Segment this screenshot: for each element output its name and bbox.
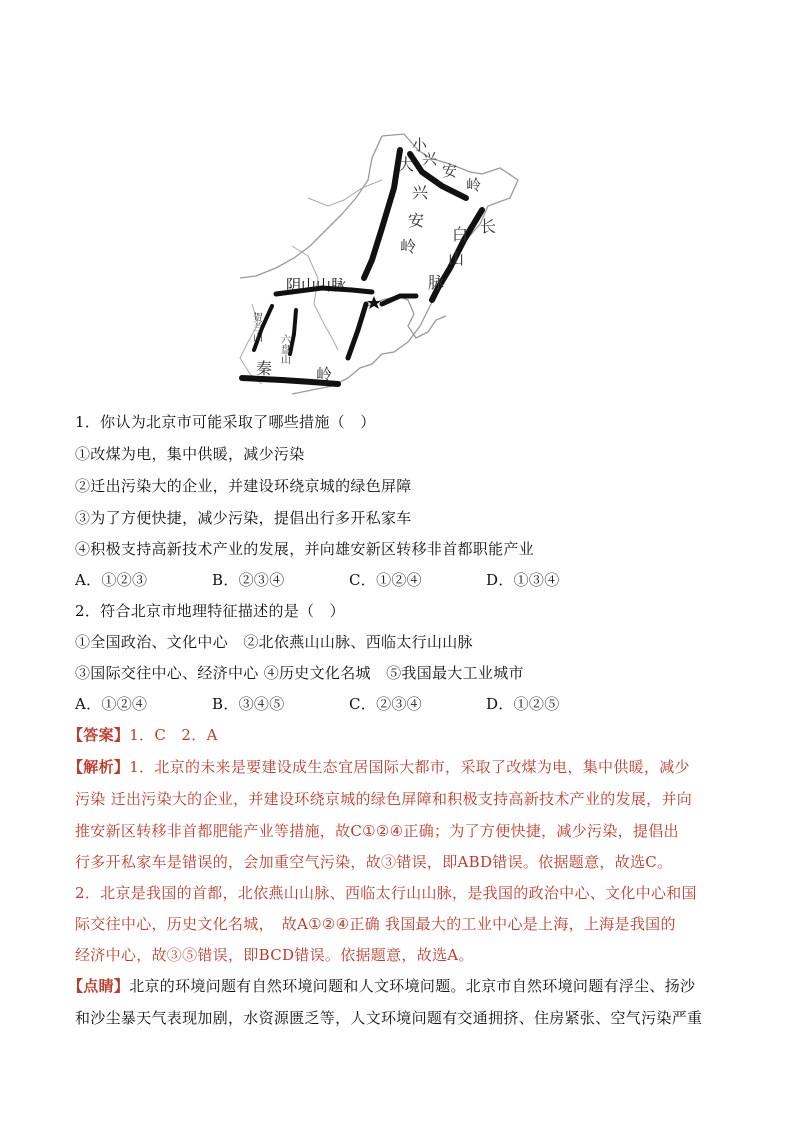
label-chang: 长 (480, 217, 497, 236)
analysis-line-5: 2．北京是我国的首都，北依燕山山脉、西临太行山山脉，是我国的政治中心、文化中心和国 (75, 884, 697, 902)
q1-option-d[interactable]: D．①③④ (486, 571, 560, 589)
analysis-line-6: 际交往中心，历史文化名城， 故A①②④正确 我国最大的工业中心是上海，上海是我国的 (75, 915, 676, 933)
q2-item-4: ④历史文化名城 (263, 664, 371, 682)
yanshan-line (382, 296, 416, 304)
q2-option-b[interactable]: B．③④⑤ (212, 695, 285, 713)
analysis-tag: 【解析】 (68, 758, 130, 776)
q1-option-b[interactable]: B．②③④ (212, 571, 285, 589)
q2-option-d[interactable]: D．①②⑤ (486, 695, 560, 713)
q1-item-3: ③为了方便快捷，减少污染，提倡出行多开私家车 (75, 509, 412, 527)
liupanshan-line (290, 310, 296, 354)
label-da: 大 (398, 155, 415, 174)
river-1 (308, 180, 382, 206)
dianjing-text-1: 北京的环境问题有自然环境问题和人文环境问题。北京市自然环境问题有浮尘、扬沙 (129, 977, 696, 995)
analysis-line-2: 污染 迁出污染大的企业，并建设环绕京城的绿色屏障和积极支持高新技术产业的发展，并向 (75, 790, 693, 808)
q2-item-2: ②北依燕山山脉、西临太行山山脉 (243, 633, 473, 651)
analysis-line-1 (68, 757, 690, 777)
label-liupan: 六盘山 (278, 334, 290, 364)
inner-border (240, 136, 382, 278)
label-xiao: 小 (412, 136, 428, 154)
q1-item-4: ④积极支持高新技术产业的发展，并向雄安新区转移非首都职能产业 (75, 540, 535, 558)
q1-stem: 1．你认为北京市可能采取了哪些措施（ ） (75, 413, 376, 431)
label-yinshan: 阴山山脉 (286, 276, 347, 294)
dianjing-tag: 【点睛】 (68, 977, 130, 995)
label-ling-qin: 岭 (316, 365, 333, 384)
q2-items-row1 (75, 632, 473, 652)
answer-tag: 【答案】 (68, 726, 130, 744)
label-an: 安 (408, 211, 425, 230)
q2-item-3: ③国际交往中心、经济中心 (75, 664, 259, 682)
label-qin: 秦 (256, 359, 273, 378)
label-ling-small: 岭 (466, 176, 482, 194)
analysis-text-1: 1．北京的未来是要建设成生态宜居国际大都市，采取了改煤为电，集中供暖，减少 (129, 758, 690, 776)
analysis-line-4: 行多开私家车是错误的，会加重空气污染，故③错误，即ABD错误。依据题意，故选C。 (75, 853, 673, 871)
label-helan: 贺兰山 (250, 312, 262, 342)
label-bai: 白 (452, 225, 469, 244)
q1-options (75, 570, 560, 590)
answer-text: 1．C 2．A (129, 726, 218, 744)
q2-item-1: ①全国政治、文化中心 (75, 633, 229, 651)
analysis-line-7: 经济中心，故③⑤错误，即BCD错误。依据题意，故选A。 (75, 946, 474, 964)
label-xing: 兴 (412, 183, 429, 202)
dianjing-line-2: 和沙尘暴天气表现加剧，水资源匮乏等，人文环境问题有交通拥挤、住房紧张、空气污染严重 (75, 1009, 703, 1027)
q2-items-row2 (75, 663, 524, 683)
label-ling: 岭 (400, 237, 417, 256)
q1-item-1: ①改煤为电，集中供暖，减少污染 (75, 445, 305, 463)
q1-option-c[interactable]: C．①②④ (349, 571, 422, 589)
map-figure (232, 128, 522, 400)
river-2 (292, 246, 338, 350)
q1-option-a[interactable]: A．①②③ (75, 571, 148, 589)
taihang-line (348, 304, 366, 358)
analysis-line-3: 推安新区转移非首都肥能产业等措施，故C①②④正确；为了方便快捷，减少污染，提倡出 (75, 822, 679, 840)
label-an-small: 安 (442, 162, 458, 180)
label-xing-small: 兴 (422, 150, 438, 168)
beijing-star-icon (367, 296, 381, 309)
map-svg (232, 128, 522, 400)
coast-bay (368, 296, 446, 338)
dianjing-line-1 (68, 976, 695, 996)
q2-option-a[interactable]: A．①②④ (75, 695, 148, 713)
q1-item-2: ②迁出污染大的企业，并建设环绕京城的绿色屏障 (75, 477, 412, 495)
q2-options (75, 694, 560, 714)
label-mai: 脉 (428, 273, 445, 292)
q2-option-c[interactable]: C．②③④ (349, 695, 422, 713)
q2-item-5: ⑤我国最大工业城市 (386, 664, 524, 682)
q2-stem: 2．符合北京市地理特征描述的是（ ） (75, 602, 345, 620)
label-shan: 山 (448, 249, 465, 268)
answer-line (68, 725, 218, 745)
